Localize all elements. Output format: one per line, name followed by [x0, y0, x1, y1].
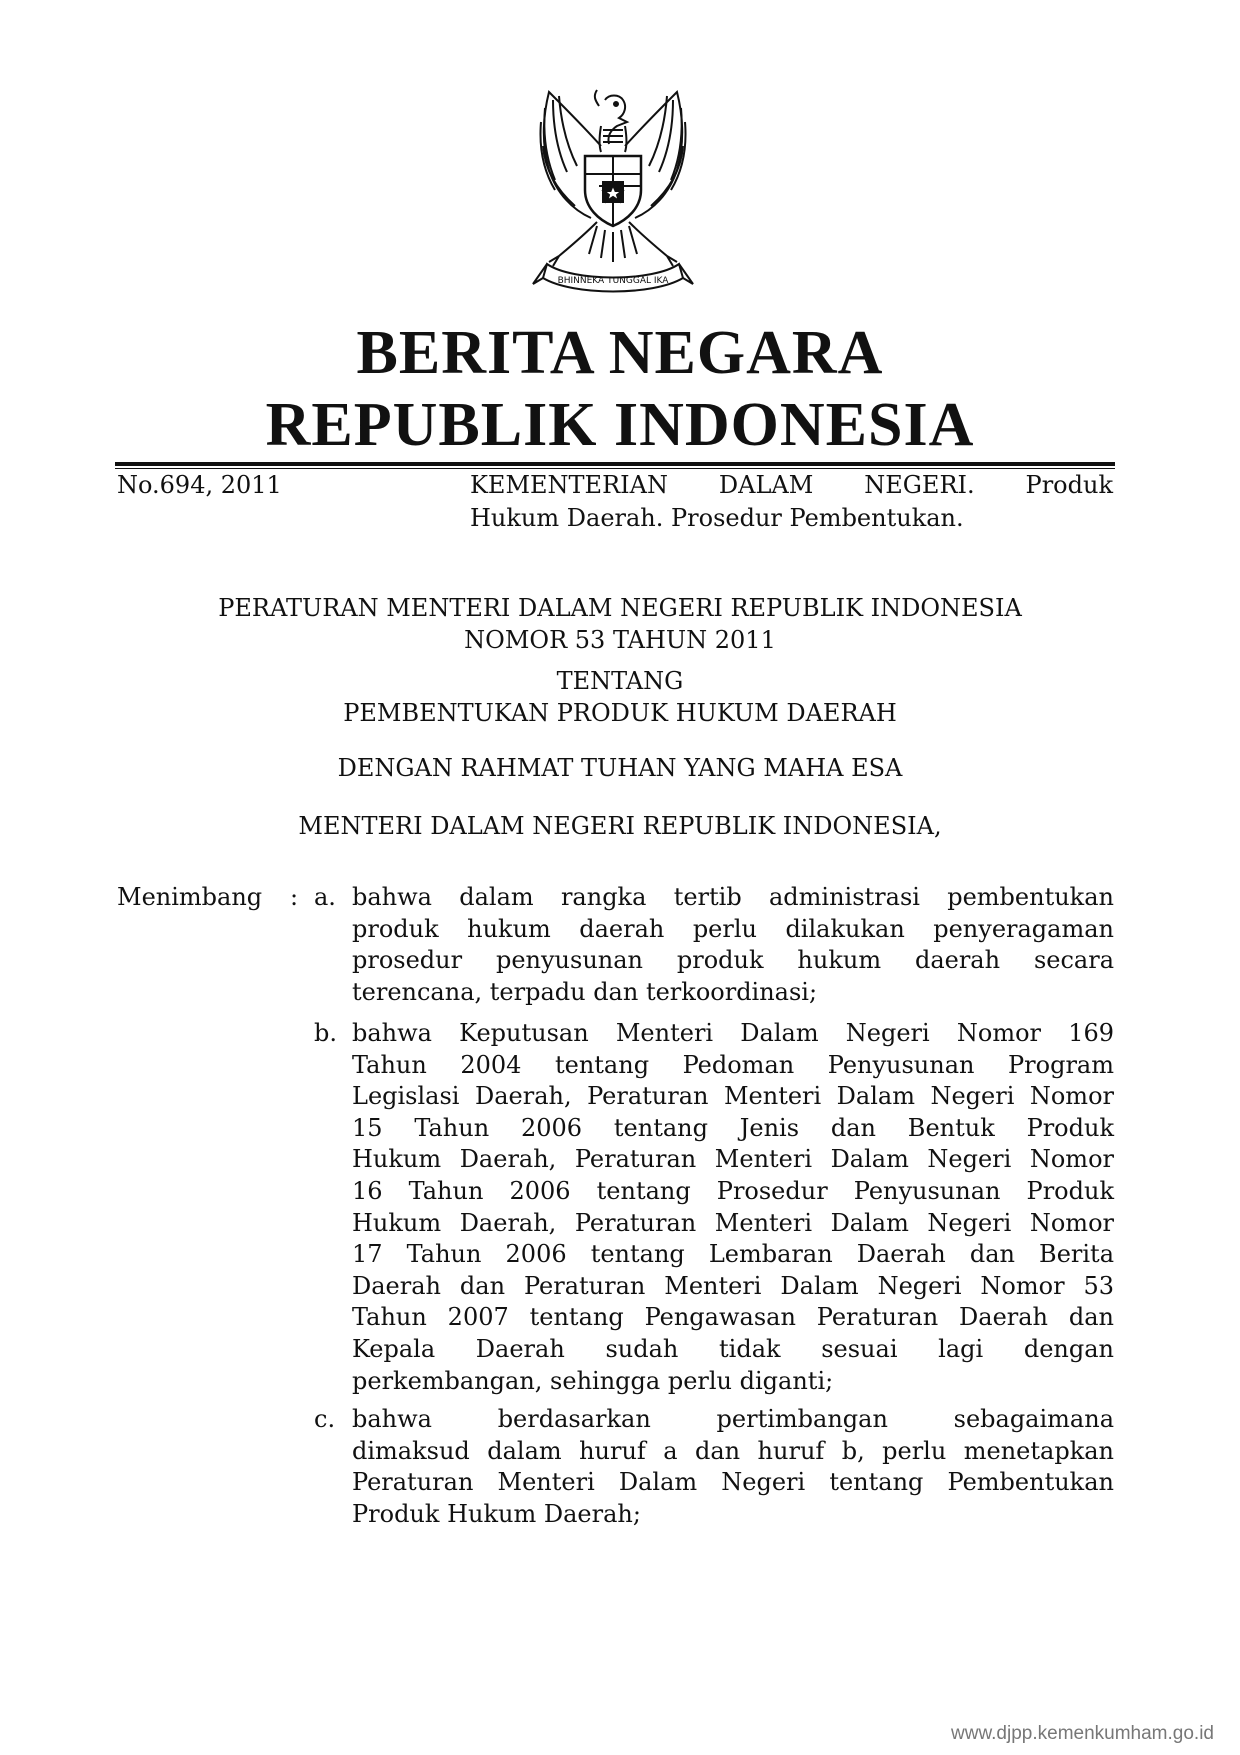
text-line: Hukum Daerah, Peraturan Menteri Dalam Negeri Nomor	[352, 1145, 1114, 1174]
text-line: Tahun 2007 tentang Pengawasan Peraturan Daerah dan	[352, 1303, 1114, 1332]
footer-url: www.djpp.kemenkumham.go.id	[951, 1723, 1214, 1744]
text-line: Peraturan Menteri Dalam Negeri tentang Pembentukan	[352, 1468, 1114, 1497]
text-line: prosedur penyusunan produk hukum daerah secara	[352, 946, 1114, 975]
regulation-about: TENTANG	[556, 667, 684, 695]
text-line: bahwa berdasarkan pertimbangan sebagaimana	[352, 1405, 1114, 1433]
masthead-subtitle: REPUBLIK INDONESIA	[265, 391, 975, 459]
considering-item-letter: b.	[314, 1019, 337, 1047]
masthead-title: BERITA NEGARA	[356, 319, 884, 387]
garuda-emblem-icon	[513, 86, 713, 296]
issue-number: No.694, 2011	[117, 471, 282, 499]
text-line: 17 Tahun 2006 tentang Lembaran Daerah dan Berita	[352, 1240, 1114, 1269]
text-line: Tahun 2004 tentang Pedoman Penyusunan Program	[352, 1050, 1114, 1079]
masthead-divider	[115, 462, 1115, 466]
text-line: 15 Tahun 2006 tentang Jenis dan Bentuk Produk	[352, 1113, 1114, 1142]
text-line: bahwa dalam rangka tertib administrasi pembentukan	[352, 883, 1114, 911]
text-line: Hukum Daerah, Peraturan Menteri Dalam Negeri Nomor	[352, 1208, 1114, 1237]
regulation-title: PERATURAN MENTERI DALAM NEGERI REPUBLIK INDONESIA	[218, 594, 1022, 622]
text-line: Legislasi Daerah, Peraturan Menteri Dalam Negeri Nomor	[352, 1082, 1114, 1111]
considering-item-c	[352, 1404, 1114, 1530]
considering-label: Menimbang	[117, 883, 263, 911]
regulation-authority: MENTERI DALAM NEGERI REPUBLIK INDONESIA,	[298, 812, 942, 840]
issue-subject-line: Hukum Daerah. Prosedur Pembentukan.	[470, 504, 964, 532]
text-line: perkembangan, sehingga perlu diganti;	[352, 1366, 834, 1395]
regulation-invocation: DENGAN RAHMAT TUHAN YANG MAHA ESA	[337, 754, 903, 782]
text-line: bahwa Keputusan Menteri Dalam Negeri Nomor 169	[352, 1019, 1114, 1047]
considering-item-a	[352, 882, 1114, 1008]
regulation-subject: PEMBENTUKAN PRODUK HUKUM DAERAH	[343, 699, 897, 727]
considering-item-letter: c.	[314, 1405, 336, 1433]
text-line: 16 Tahun 2006 tentang Prosedur Penyusunan Produk	[352, 1176, 1114, 1205]
issue-subject	[470, 469, 1113, 535]
text-line: dimaksud dalam huruf a dan huruf b, perlu menetapkan	[352, 1436, 1114, 1465]
text-line: Daerah dan Peraturan Menteri Dalam Negeri Nomor 53	[352, 1271, 1114, 1300]
text-line: terencana, terpadu dan terkoordinasi;	[352, 977, 818, 1006]
text-line: Produk Hukum Daerah;	[352, 1499, 641, 1528]
emblem-motto: BHINNEKA TUNGGAL IKA	[557, 276, 669, 286]
text-line: Kepala Daerah sudah tidak sesuai lagi dengan	[352, 1334, 1114, 1363]
text-line: produk hukum daerah perlu dilakukan penyeragaman	[352, 914, 1114, 943]
issue-subject-line: KEMENTERIAN DALAM NEGERI. Produk	[470, 471, 1113, 499]
considering-item-letter: a.	[314, 883, 336, 911]
considering-item-b	[352, 1018, 1114, 1397]
regulation-number: NOMOR 53 TAHUN 2011	[464, 626, 776, 654]
considering-colon: :	[290, 883, 299, 911]
